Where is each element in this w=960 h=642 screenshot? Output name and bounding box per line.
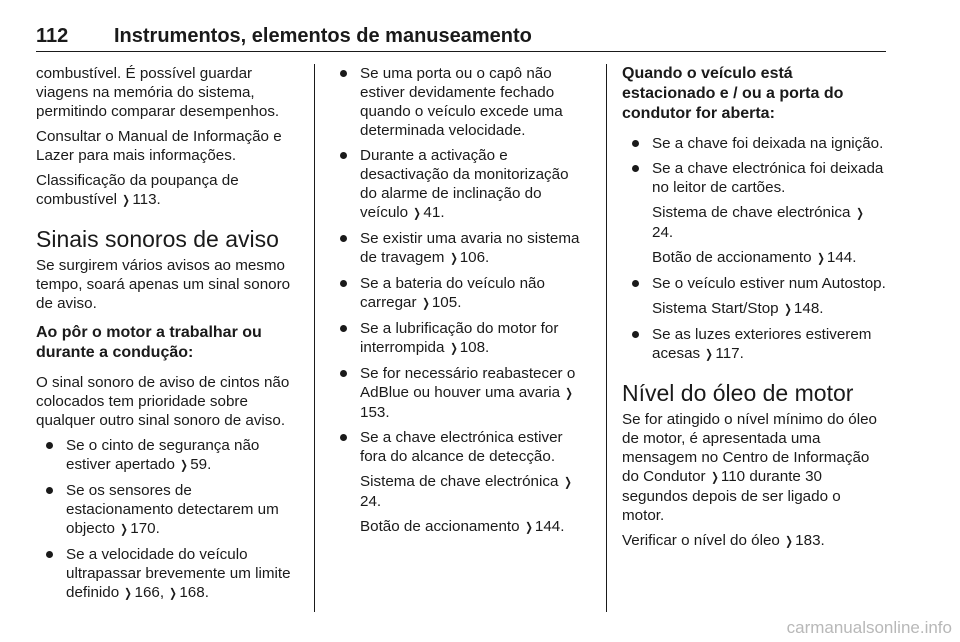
bullet-list xyxy=(330,64,588,466)
bullet-dot-icon xyxy=(340,280,347,287)
page-reference-link[interactable]: 166, xyxy=(134,584,165,601)
bullet-dot-icon xyxy=(46,551,53,558)
page-number: 112 xyxy=(36,25,69,47)
section-heading: Sinais sonoros de aviso xyxy=(36,226,279,252)
list-item xyxy=(622,159,886,197)
chevron-right-icon: ❯ xyxy=(711,470,719,484)
bullet-dot-icon xyxy=(632,165,639,172)
column-3 xyxy=(622,64,886,557)
running-title: Instrumentos, elementos de manuseamento xyxy=(114,25,532,47)
column-divider xyxy=(314,64,315,612)
list-item-text: Se as luzes exteriores estiverem acesas xyxy=(652,326,872,362)
page-reference-link[interactable]: 59. xyxy=(190,456,212,473)
chevron-right-icon: ❯ xyxy=(122,193,131,207)
bullet-dot-icon xyxy=(632,331,639,338)
list-item-text: Se uma porta ou o capô não estiver devidamente fechado quando o veículo excede uma determinada velocidade. xyxy=(360,65,563,139)
bullet-list xyxy=(622,134,886,197)
chevron-right-icon: ❯ xyxy=(705,347,714,361)
page-reference-link[interactable]: 110 xyxy=(720,468,746,485)
subsection-heading: Ao pôr o motor a trabalhar ou durante a condução: xyxy=(36,324,262,361)
list-item-text: Se a lubrificação do motor for interrompida xyxy=(360,320,559,356)
chevron-right-icon: ❯ xyxy=(449,251,458,265)
list-item xyxy=(330,229,588,268)
chevron-right-icon: ❯ xyxy=(124,586,133,600)
section-heading: Nível do óleo de motor xyxy=(622,380,854,406)
page-reference-link[interactable]: 24. xyxy=(360,493,382,510)
page-reference-link[interactable]: 41. xyxy=(423,204,445,221)
sub-paragraph xyxy=(330,472,588,511)
list-item-text: Se os sensores de estacionamento detectarem um objecto xyxy=(66,482,279,537)
chevron-right-icon: ❯ xyxy=(422,296,430,310)
list-item-text: Se a chave foi deixada na ignição. xyxy=(652,135,884,152)
page-reference-link[interactable]: 144. xyxy=(826,249,857,266)
bullet-dot-icon xyxy=(46,442,53,449)
list-item-text: Se a bateria do veículo não carregar xyxy=(360,275,545,311)
column-1 xyxy=(36,64,300,609)
paragraph-text: Sistema Start/Stop xyxy=(652,300,779,317)
list-item-text: Durante a activação e desactivação da monitorização do alarme de inclinação do veículo xyxy=(360,147,569,221)
list-item xyxy=(36,481,300,539)
sub-paragraph xyxy=(622,248,886,268)
sub-paragraph xyxy=(622,203,886,242)
sub-paragraph xyxy=(330,517,588,537)
bullet-list xyxy=(622,274,886,293)
list-item-text: Se o veículo estiver num Autostop. xyxy=(652,275,886,292)
list-item xyxy=(330,364,588,422)
chevron-right-icon: ❯ xyxy=(120,522,129,536)
page-reference-link[interactable]: 170. xyxy=(130,520,160,537)
subsection-heading: Quando o veículo está estacionado e / ou a porta do condutor for aberta: xyxy=(622,65,844,122)
paragraph-text: Sistema de chave electrónica xyxy=(652,204,851,221)
bullet-list xyxy=(622,325,886,364)
bullet-dot-icon xyxy=(340,235,347,242)
chevron-right-icon: ❯ xyxy=(565,386,574,400)
page-reference-link[interactable]: 105. xyxy=(431,294,462,311)
page-reference-link[interactable]: 108. xyxy=(459,339,490,356)
chevron-right-icon: ❯ xyxy=(169,586,178,600)
page-reference-link[interactable]: 183. xyxy=(795,532,825,549)
list-item xyxy=(622,134,886,153)
paragraph xyxy=(36,171,300,210)
paragraph xyxy=(622,531,886,551)
paragraph-text: Sistema de chave electrónica xyxy=(360,473,559,490)
list-item xyxy=(330,146,588,223)
sub-paragraph xyxy=(622,299,886,319)
page-reference-link[interactable]: 106. xyxy=(459,249,490,266)
list-item-text: Se a chave electrónica foi deixada no leitor de cartões. xyxy=(652,160,884,196)
bullet-list xyxy=(36,436,300,603)
watermark: carmanualsonline.info xyxy=(786,618,952,637)
list-item xyxy=(36,545,300,603)
page-reference-link[interactable]: 117. xyxy=(715,345,744,362)
chevron-right-icon: ❯ xyxy=(785,534,793,548)
chevron-right-icon: ❯ xyxy=(180,458,188,472)
page-reference-link[interactable]: 168. xyxy=(179,584,209,601)
list-item-text: Se existir uma avaria no sistema de travagem xyxy=(360,230,580,266)
bullet-dot-icon xyxy=(340,152,347,159)
paragraph: Consultar o Manual de Informação e Lazer para mais informações. xyxy=(36,128,282,164)
chevron-right-icon: ❯ xyxy=(525,520,533,534)
paragraph xyxy=(622,410,886,525)
paragraph-text: Botão de accionamento xyxy=(360,518,520,535)
list-item-text: Se a velocidade do veículo ultrapassar brevemente um limite definido xyxy=(66,546,291,601)
list-item xyxy=(622,274,886,293)
bullet-dot-icon xyxy=(340,434,347,441)
paragraph-text: Classificação da poupança de combustível xyxy=(36,172,239,208)
chevron-right-icon: ❯ xyxy=(563,475,572,489)
paragraph: combustível. É possível guardar viagens na memória do sistema, permitindo comparar desempenhos. xyxy=(36,65,280,120)
column-divider xyxy=(606,64,607,612)
page-header xyxy=(36,24,886,52)
bullet-dot-icon xyxy=(340,370,347,377)
column-2 xyxy=(330,64,588,543)
list-item xyxy=(622,325,886,364)
list-item xyxy=(330,274,588,313)
page-reference-link[interactable]: 144. xyxy=(534,518,565,535)
paragraph: O sinal sonoro de aviso de cintos não colocados tem prioridade sobre qualquer outro sinal sonoro de aviso. xyxy=(36,374,290,429)
chevron-right-icon: ❯ xyxy=(784,302,792,316)
page-reference-link[interactable]: 148. xyxy=(793,300,824,317)
chevron-right-icon: ❯ xyxy=(817,251,825,265)
bullet-dot-icon xyxy=(340,325,347,332)
bullet-dot-icon xyxy=(46,487,53,494)
paragraph-text: durante 30 segundos depois de ser ligado o motor. xyxy=(622,468,841,524)
bullet-dot-icon xyxy=(340,70,347,77)
list-item-text: Se for necessário reabastecer o AdBlue ou houver uma avaria xyxy=(360,365,576,401)
chevron-right-icon: ❯ xyxy=(855,206,864,220)
page-reference-link[interactable]: 153. xyxy=(360,404,390,421)
bullet-dot-icon xyxy=(632,140,639,147)
paragraph: Se surgirem vários avisos ao mesmo tempo, soará apenas um sinal sonoro de aviso. xyxy=(36,257,291,312)
list-item xyxy=(330,319,588,358)
chevron-right-icon: ❯ xyxy=(449,341,458,355)
page-reference-link[interactable]: 113. xyxy=(132,191,161,208)
paragraph-text: Botão de accionamento xyxy=(652,249,812,266)
list-item xyxy=(330,428,588,466)
list-item xyxy=(36,436,300,475)
paragraph-text: Verificar o nível do óleo xyxy=(622,532,780,549)
list-item-text: Se a chave electrónica estiver fora do alcance de detecção. xyxy=(360,429,563,465)
page-reference-link[interactable]: 24. xyxy=(652,224,674,241)
bullet-dot-icon xyxy=(632,280,639,287)
list-item-text: Se o cinto de segurança não estiver apertado xyxy=(66,437,260,473)
list-item xyxy=(330,64,588,140)
paragraph-text: Se for atingido o nível mínimo do óleo de motor, é apresentada uma mensagem no Centro de Informação do Condutor xyxy=(622,411,877,485)
chevron-right-icon: ❯ xyxy=(413,206,422,220)
